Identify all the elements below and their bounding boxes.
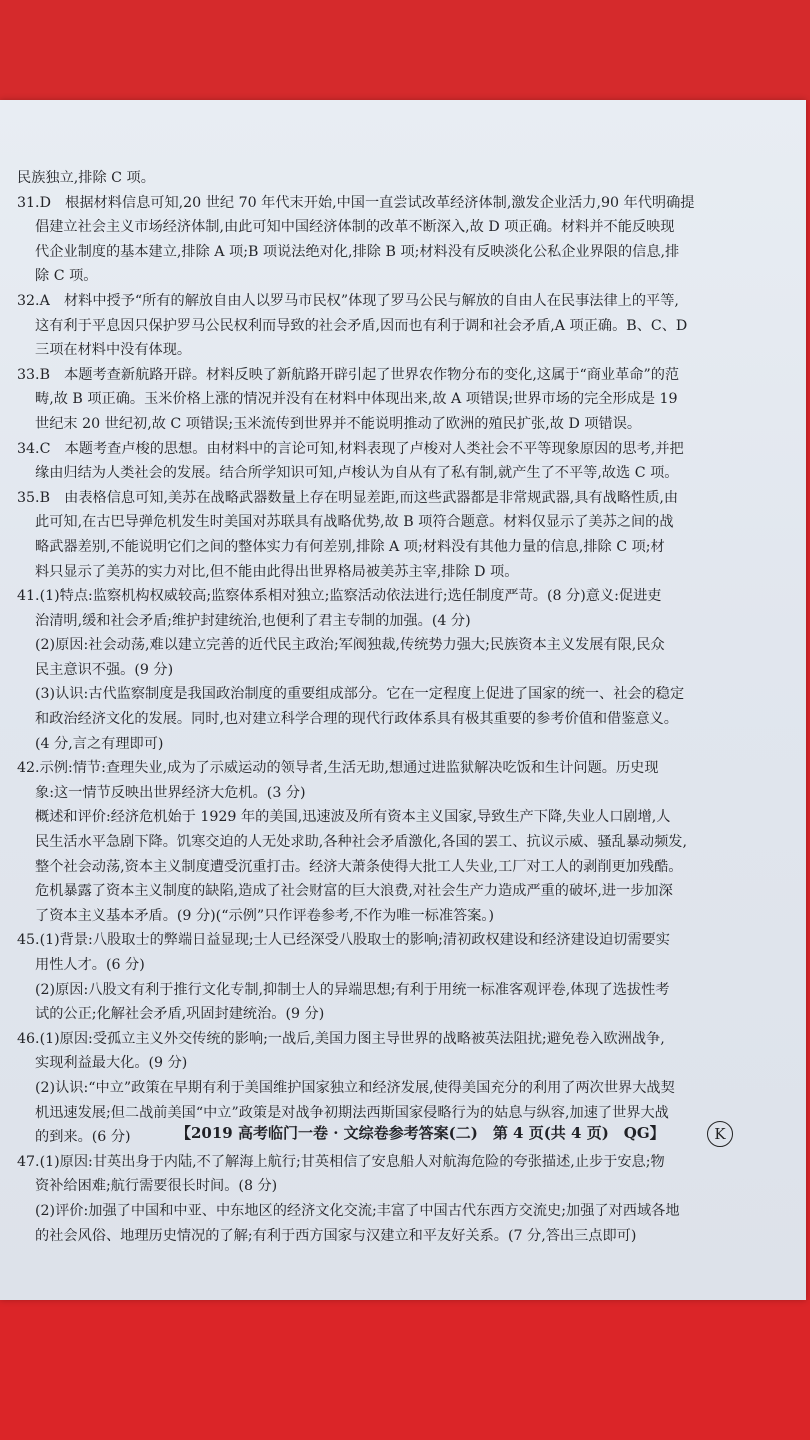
answer-line: 代企业制度的基本建立,排除 A 项;B 项说法绝对化,排除 B 项;材料没有反映淡化公私企业界限的信息,排 <box>35 243 680 260</box>
answer-line: 缘由归结为人类社会的发展。结合所学知识可知,卢梭认为自从有了私有制,就产生了不平等,故选 C 项。 <box>35 465 679 482</box>
answer-line: (2)评价:加强了中国和中亚、中东地区的经济文化交流;丰富了中国古代东西方交流史;加强了对西域各地 <box>35 1202 680 1219</box>
answer-line: 机迅速发展;但二战前美国“中立”政策是对战争初期法西斯国家侵略行为的姑息与纵容,加速了世界大战 <box>35 1104 669 1121</box>
answer-line: 倡建立社会主义市场经济体制,由此可知中国经济体制的改革不断深入,故 D 项正确。材料并不能反映现 <box>35 219 675 236</box>
answer-line: 了资本主义基本矛盾。(9 分)(“示例”只作评卷参考,不作为唯一标准答案。) <box>35 907 495 924</box>
answer-line: 的到来。(6 分) <box>35 1129 131 1146</box>
answer-line: 这有利于平息因只保护罗马公民权利而导致的社会矛盾,因而也有利于调和社会矛盾,A 项正确。B、C、D <box>35 317 688 334</box>
answer-line: 民族独立,排除 C 项。 <box>17 170 155 186</box>
answer-line: 资补给困难;航行需要很长时间。(8 分) <box>35 1178 278 1195</box>
answer-line: 和政治经济文化的发展。同时,也对建立科学合理的现代行政体系具有极其重要的参考价值和借鉴意义。 <box>35 711 678 728</box>
answer-text-block <box>17 166 793 1248</box>
answer-line: 危机暴露了资本主义制度的缺陷,造成了社会财富的巨大浪费,对社会生产力造成严重的破坏,进一步加深 <box>35 883 673 900</box>
answer-line: 35.B 由表格信息可知,美苏在战略武器数量上存在明显差距,而这些武器都是非常规武器,具有战略性质,由 <box>17 489 679 506</box>
answer-line: 47.(1)原因:甘英出身于内陆,不了解海上航行;甘英相信了安息船人对航海危险的夸张描述,止步于安息;物 <box>17 1153 665 1170</box>
answer-line: 略武器差别,不能说明它们之间的整体实力有何差别,排除 A 项;材料没有其他力量的信息,排除 C 项;材 <box>35 538 665 555</box>
answer-line: 32.A 材料中授予“所有的解放自由人以罗马市民权”体现了罗马公民与解放的自由人在民事法律上的平等, <box>17 292 679 309</box>
answer-line: 45.(1)背景:八股取士的弊端日益显现;士人已经深受八股取士的影响;清初政权建设和经济建设迫切需要实 <box>17 932 670 949</box>
page-footer: 【2019 高考临门一卷 · 文综卷参考答案(二) 第 4 页(共 4 页) QG】 <box>176 1124 665 1142</box>
answer-line: 此可知,在古巴导弹危机发生时美国对苏联具有战略优势,故 B 项符合题意。材料仅显示了美苏之间的战 <box>35 514 674 531</box>
red-background-bottom <box>0 1300 810 1440</box>
answer-sheet-page <box>0 100 806 1300</box>
answer-line: 42.示例:情节:查理失业,成为了示威运动的领导者,生活无助,想通过进监狱解决吃饭和生计问题。历史现 <box>17 760 659 777</box>
answer-line: 试的公正;化解社会矛盾,巩固封建统治。(9 分) <box>35 1006 325 1023</box>
answer-line: 畴,故 B 项正确。玉米价格上涨的情况并没有在材料中体现出来,故 A 项错误;世界市场的完全形成是 19 <box>35 391 678 408</box>
answer-line: (2)原因:八股文有利于推行文化专制,抑制士人的异端思想;有利于用统一标准客观评卷,体现了选拔性考 <box>35 981 670 998</box>
answer-line: 概述和评价:经济危机始于 1929 年的美国,迅速波及所有资本主义国家,导致生产下降,失业人口剧增,人 <box>35 809 671 826</box>
answer-line: 除 C 项。 <box>35 268 98 285</box>
answer-line: (2)认识:“中立”政策在早期有利于美国维护国家独立和经济发展,使得美国充分的利用了两次世界大战契 <box>35 1079 675 1096</box>
answer-line: 整个社会动荡,资本主义制度遭受沉重打击。经济大萧条使得大批工人失业,工厂对工人的剥削更加残酷。 <box>35 858 683 875</box>
answer-line: 民生活水平急剧下降。饥寒交迫的人无处求助,各种社会矛盾激化,各国的罢工、抗议示威、骚乱暴动频发, <box>35 834 687 851</box>
red-background-top <box>0 0 810 100</box>
answer-line: 象:这一情节反映出世界经济大危机。(3 分) <box>35 784 306 801</box>
k-circle-badge: K <box>707 1121 733 1147</box>
answer-line: 治清明,缓和社会矛盾;维护封建统治,也便利了君主专制的加强。(4 分) <box>35 612 471 629</box>
answer-line: 46.(1)原因:受孤立主义外交传统的影响;一战后,美国力图主导世界的战略被英法阻扰;避免卷入欧洲战争, <box>17 1030 665 1047</box>
answer-line: (2)原因:社会动荡,难以建立完善的近代民主政治;军阀独裁,传统势力强大;民族资本主义发展有限,民众 <box>35 637 665 654</box>
answer-line: 的社会风俗、地理历史情况的了解;有利于西方国家与汉建立和平友好关系。(7 分,答出三点即可) <box>35 1227 637 1244</box>
answer-line: 三项在材料中没有体现。 <box>35 342 192 359</box>
answer-line: 33.B 本题考查新航路开辟。材料反映了新航路开辟引起了世界农作物分布的变化,这属于“商业革命”的范 <box>17 366 680 383</box>
answer-line: 民主意识不强。(9 分) <box>35 661 174 678</box>
answer-line: 34.C 本题考查卢梭的思想。由材料中的言论可知,材料表现了卢梭对人类社会不平等现象原因的思考,并把 <box>17 440 684 457</box>
answer-line: 实现利益最大化。(9 分) <box>35 1055 188 1072</box>
answer-line: 31.D 根据材料信息可知,20 世纪 70 年代末开始,中国一直尝试改革经济体制,激发企业活力,90 年代明确提 <box>17 194 695 211</box>
answer-line: (3)认识:古代监察制度是我国政治制度的重要组成部分。它在一定程度上促进了国家的统一、社会的稳定 <box>35 686 685 703</box>
answer-line: 用性人才。(6 分) <box>35 957 145 973</box>
answer-line: (4 分,言之有理即可) <box>35 735 164 752</box>
answer-line: 料只显示了美苏的实力对比,但不能由此得出世界格局被美苏主宰,排除 D 项。 <box>35 563 519 580</box>
answer-line: 41.(1)特点:监察机构权威较高;监察体系相对独立;监察活动依法进行;选任制度严苛。(8 分)意义:促进吏 <box>17 588 662 605</box>
answer-line: 世纪末 20 世纪初,故 C 项错误;玉米流传到世界并不能说明推动了欧洲的殖民扩张,故 D 项错误。 <box>35 415 642 432</box>
